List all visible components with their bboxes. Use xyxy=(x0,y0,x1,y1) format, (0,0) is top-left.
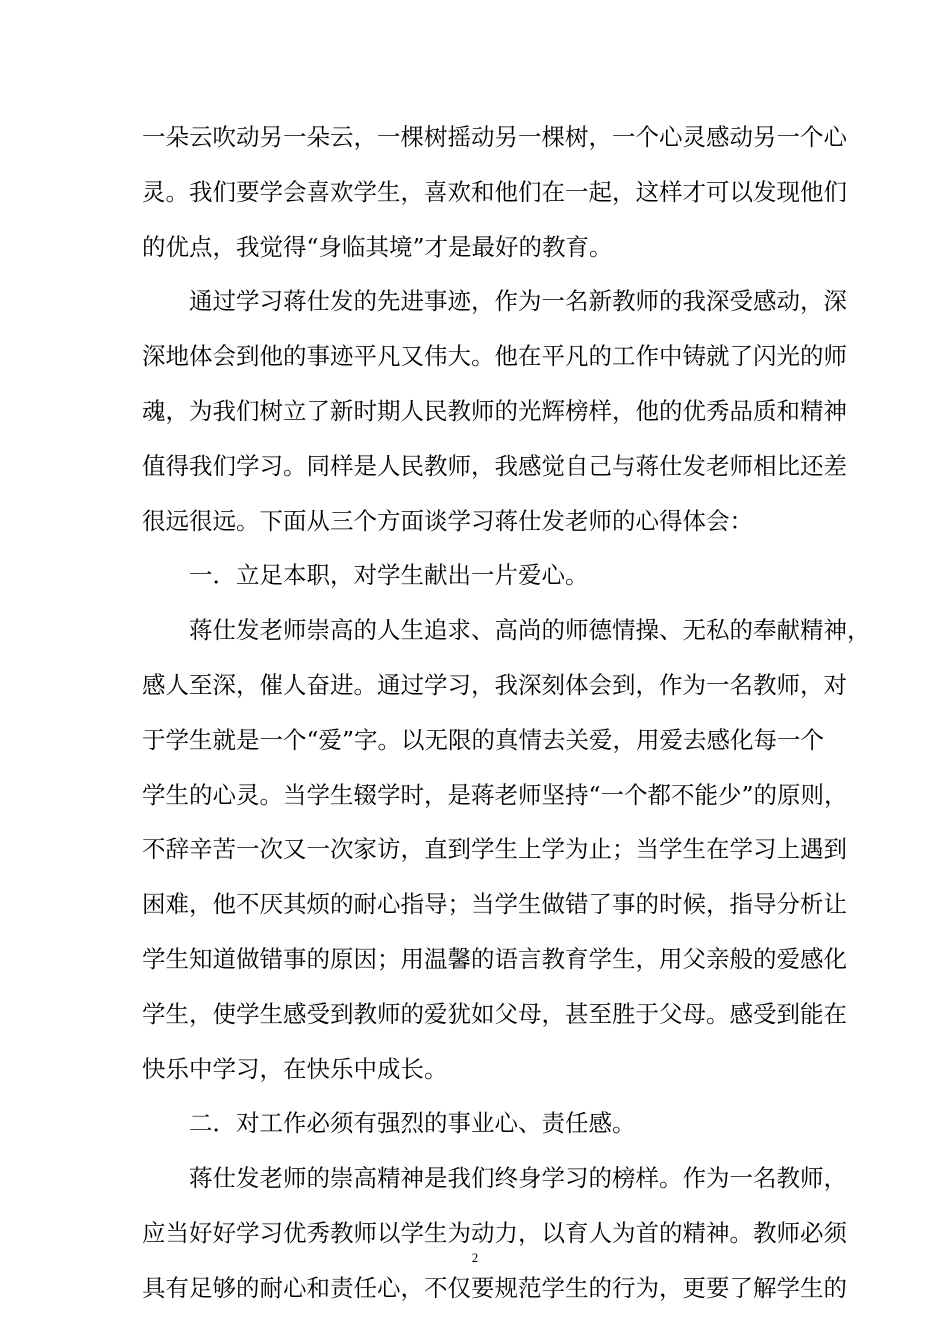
text-line: 魂，为我们树立了新时期人民教师的光辉榜样，他的优秀品质和精神 xyxy=(142,396,847,425)
page-number: 2 xyxy=(471,1250,479,1265)
text-line: 不辞辛苦一次又一次家访，直到学生上学为止；当学生在学习上遇到 xyxy=(142,835,847,864)
text-line: 灵。我们要学会喜欢学生，喜欢和他们在一起，这样才可以发现他们 xyxy=(142,177,847,206)
text-line: 应当好好学习优秀教师以学生为动力，以育人为首的精神。教师必须 xyxy=(142,1218,847,1247)
text-line: 的优点，我觉得“身临其境”才是最好的教育。 xyxy=(142,232,613,261)
text-line: 快乐中学习，在快乐中成长。 xyxy=(142,1054,448,1083)
text-line: 蒋仕发老师的崇高精神是我们终身学习的榜样。作为一名教师， xyxy=(142,1164,847,1193)
text-line: 学生，使学生感受到教师的爱犹如父母，甚至胜于父母。感受到能在 xyxy=(142,999,847,1028)
section-heading: 二．对工作必须有强烈的事业心、责任感。 xyxy=(142,1109,636,1138)
text-line: 蒋仕发老师崇高的人生追求、高尚的师德情操、无私的奉献精神， xyxy=(142,616,871,645)
text-line: 值得我们学习。同样是人民教师，我感觉自己与蒋仕发老师相比还差 xyxy=(142,451,847,480)
body-text xyxy=(142,115,871,1321)
text-line: 困难，他不厌其烦的耐心指导；当学生做错了事的时候，指导分析让 xyxy=(142,890,847,919)
text-line: 感人至深，催人奋进。通过学习，我深刻体会到，作为一名教师，对 xyxy=(142,670,847,699)
text-line: 学生的心灵。当学生辍学时，是蒋老师坚持“一个都不能少”的原则， xyxy=(142,780,848,809)
text-line: 一朵云吹动另一朵云，一棵树摇动另一棵树，一个心灵感动另一个心 xyxy=(142,123,847,151)
section-heading: 一．立足本职，对学生献出一片爱心。 xyxy=(142,561,589,590)
text-line: 学生知道做错事的原因；用温馨的语言教育学生，用父亲般的爱感化 xyxy=(142,944,847,973)
text-line: 具有足够的耐心和责任心，不仅要规范学生的行为，更要了解学生的 xyxy=(142,1273,847,1302)
text-line: 通过学习蒋仕发的先进事迹，作为一名新教师的我深受感动，深 xyxy=(142,287,847,316)
text-line: 很远很远。下面从三个方面谈学习蒋仕发老师的心得体会： xyxy=(142,506,753,535)
text-line: 于学生就是一个“爱”字。以无限的真情去关爱，用爱去感化每一个 xyxy=(142,725,825,754)
text-line: 深地体会到他的事迹平凡又伟大。他在平凡的工作中铸就了闪光的师 xyxy=(142,342,847,371)
